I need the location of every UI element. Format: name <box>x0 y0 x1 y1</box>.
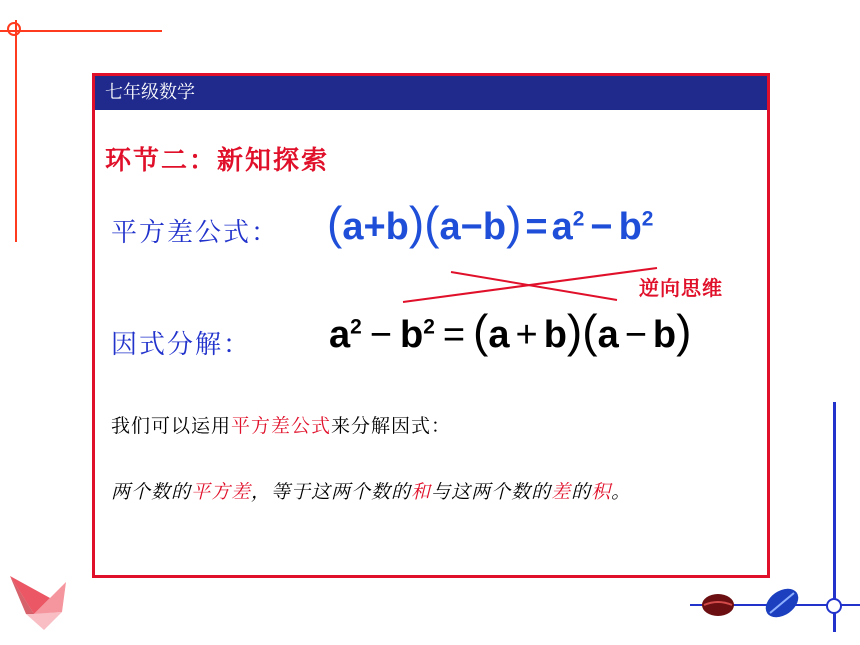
paper-crane-icon <box>4 568 76 638</box>
decor-line-top <box>0 30 162 32</box>
formula2-label: 因式分解： <box>111 330 252 360</box>
decor-circle-top-left <box>7 22 21 36</box>
beans-icon <box>700 585 810 625</box>
rule-sentence: 两个数的平方差，等于这两个数的和与这两个数的差的积。 <box>111 481 632 503</box>
difference-of-squares-formula: $(a+b)(a-b) = a^2 - b^2$ <box>327 197 654 249</box>
section-title: 环节二：新知探索 <box>105 146 330 176</box>
panel-header: 七年级数学 <box>95 76 767 110</box>
decor-line-left <box>15 20 17 242</box>
content-panel <box>92 73 770 578</box>
formula1-label: 平方差公式： <box>111 218 280 248</box>
factorization-formula: $a^2 - b^2 = (a + b)(a - b)$ <box>329 305 692 357</box>
usage-sentence: 我们可以运用平方差公式来分解因式： <box>111 415 452 437</box>
decor-circle-bottom-right <box>826 598 842 614</box>
reverse-thinking-label: 逆向思维 <box>639 276 723 300</box>
